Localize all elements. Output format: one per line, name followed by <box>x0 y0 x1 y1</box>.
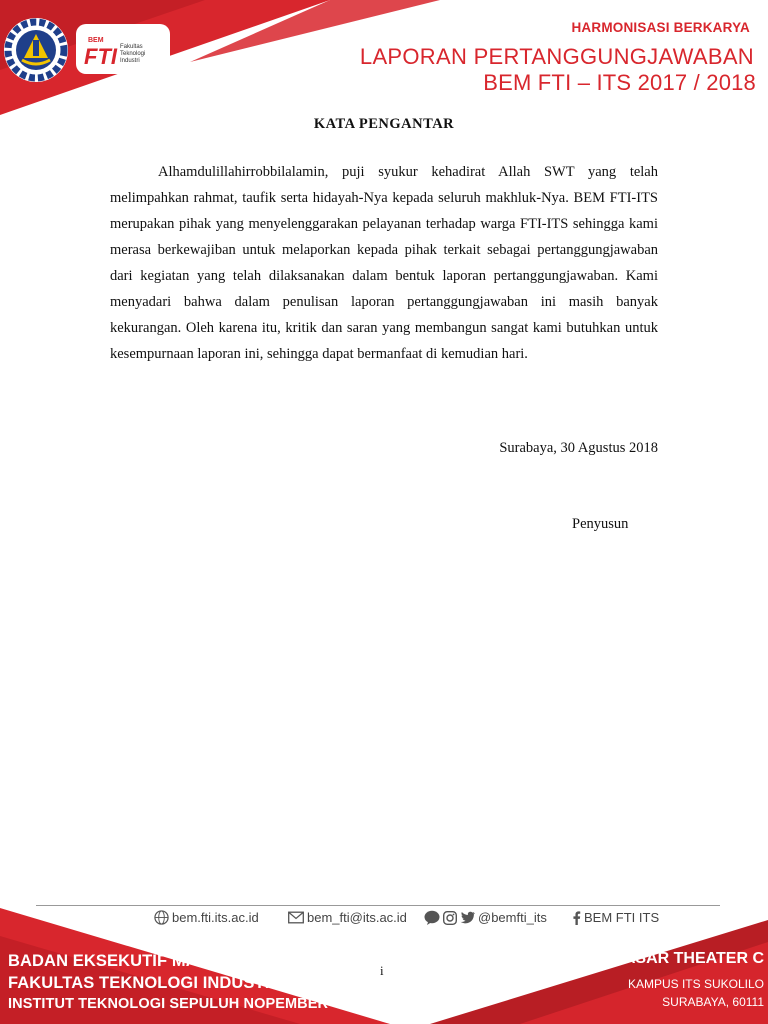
header-logos <box>0 14 185 86</box>
header-tagline: HARMONISASI BERKARYA <box>571 20 750 35</box>
globe-icon <box>154 910 169 925</box>
svg-text:Teknologi: Teknologi <box>120 51 146 57</box>
contact-email[interactable] <box>288 910 407 925</box>
contact-website[interactable] <box>154 910 259 925</box>
org-name-line2: FAKULTAS TEKNOLOGI INDUSTRI <box>8 974 282 992</box>
contact-social[interactable] <box>424 910 547 925</box>
svg-text:FTI: FTI <box>84 44 117 69</box>
svg-text:Fakultas: Fakultas <box>120 44 143 50</box>
svg-text:Industri: Industri <box>120 58 140 64</box>
its-emblem-icon <box>4 18 68 82</box>
line-app-icon <box>424 910 440 925</box>
mail-icon <box>288 911 304 924</box>
email-text: bem_fti@its.ac.id <box>307 910 407 925</box>
org-name-line1: BADAN EKSEKUTIF MAHASISWA <box>8 952 276 970</box>
org-name-line3: INSTITUT TEKNOLOGI SEPULUH NOPEMBER <box>8 996 329 1012</box>
footer-divider <box>36 905 720 906</box>
foreword-paragraph: Alhamdulillahirrobbilalamin, puji syukur kehadirat Allah SWT yang telah melimpahkan rahmat, taufik serta hidayah-Nya kepada seluruh makhluk-Nya. BEM FTI-ITS merupakan pihak yang menyelenggarakan pelayanan terhadap warga FTI-ITS sehingga kami merasa berkewajiban untuk melaporkan kepada pihak terkait sebagai pertanggungjawaban dari kegiatan yang telah dilaksanakan dalam bentuk laporan pertanggungjawaban. Kami menyadari bahwa dalam penulisan laporan pertanggungjawaban ini masih banyak kekurangan. Oleh karena itu, kritik dan saran yang membangun sangat kami butuhkan untuk kesempurnaan laporan ini, sehingga dapat bermanfaat di kemudian hari. <box>110 164 658 362</box>
signer-role: Penyusun <box>572 516 629 532</box>
place-date: Surabaya, 30 Agustus 2018 <box>499 440 658 456</box>
page-number: i <box>380 963 384 978</box>
svg-text:BEM: BEM <box>88 37 104 44</box>
facebook-icon <box>572 911 581 925</box>
address-line2: KAMPUS ITS SUKOLILO <box>627 977 764 991</box>
website-text: bem.fti.its.ac.id <box>172 910 259 925</box>
instagram-icon <box>443 911 457 925</box>
contact-facebook[interactable] <box>572 910 659 925</box>
social-handle-text: @bemfti_its <box>478 910 547 925</box>
address-line1: LANTAI DASAR THEATER C <box>550 950 764 967</box>
report-title-line2: BEM FTI – ITS 2017 / 2018 <box>483 70 756 95</box>
fti-logo-icon <box>76 24 170 74</box>
twitter-icon <box>460 911 475 924</box>
address-line3: SURABAYA, 60111 <box>662 995 764 1009</box>
report-title-line1: LAPORAN PERTANGGUNGJAWABAN <box>359 44 754 69</box>
facebook-text: BEM FTI ITS <box>584 910 660 925</box>
section-title: KATA PENGANTAR <box>313 116 455 132</box>
